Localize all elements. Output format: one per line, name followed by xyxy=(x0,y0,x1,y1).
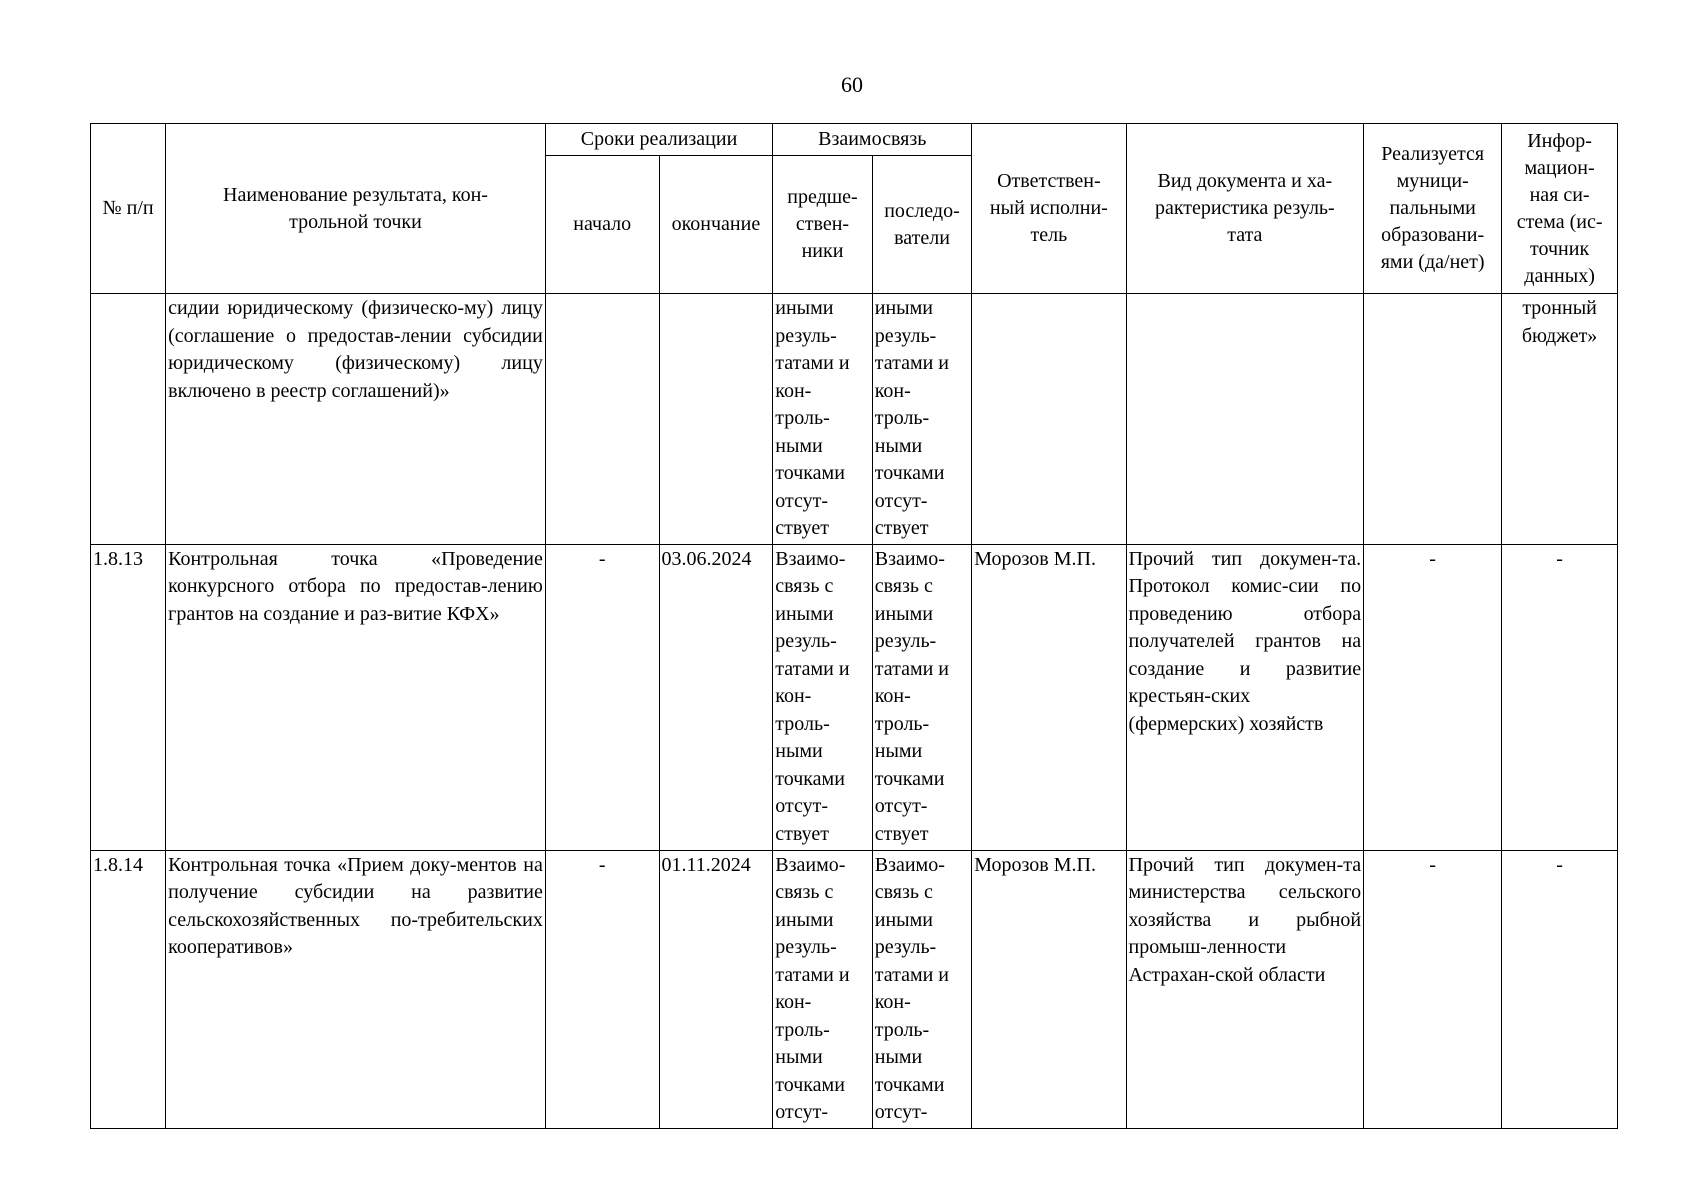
cell-next: Взаимо- связь с иными резуль- татами и кон- троль- ными точками отсут- ствует xyxy=(872,544,972,850)
cell-end: 03.06.2024 xyxy=(659,544,773,850)
cell-start: - xyxy=(545,544,659,850)
cell-info-system: тронный бюджет» xyxy=(1502,294,1618,545)
cell-responsible: Морозов М.П. xyxy=(972,544,1126,850)
cell-num: 1.8.14 xyxy=(91,850,166,1128)
cell-end xyxy=(659,294,773,545)
cell-municipal: - xyxy=(1364,850,1502,1128)
table-row xyxy=(91,294,1618,545)
cell-next: Взаимо- связь с иными резуль- татами и кон- троль- ными точками отсут- xyxy=(872,850,972,1128)
header-doc-type: Вид документа и ха- рактеристика резуль- тата xyxy=(1126,124,1364,294)
header-start: начало xyxy=(545,156,659,294)
cell-start: - xyxy=(545,850,659,1128)
header-end: окончание xyxy=(659,156,773,294)
cell-num xyxy=(91,294,166,545)
cell-name: Контрольная точка «Прием доку-ментов на получение субсидии на развитие сельскохозяйственных по-требительских кооперативов» xyxy=(166,850,546,1128)
cell-prev: иными резуль- татами и кон- троль- ными точками отсут- ствует xyxy=(773,294,872,545)
cell-municipal: - xyxy=(1364,544,1502,850)
cell-responsible xyxy=(972,294,1126,545)
cell-doc-type xyxy=(1126,294,1364,545)
cell-next: иными резуль- татами и кон- троль- ными точками отсут- ствует xyxy=(872,294,972,545)
cell-end: 01.11.2024 xyxy=(659,850,773,1128)
cell-info-system: - xyxy=(1502,544,1618,850)
header-terms: Сроки реализации xyxy=(545,124,772,156)
cell-num: 1.8.13 xyxy=(91,544,166,850)
control-points-table xyxy=(90,123,1618,1129)
cell-name: сидии юридическому (физическо-му) лицу (соглашение о предостав-лении субсидии юридическому (физическому) лицу включено в реестр соглашений)» xyxy=(166,294,546,545)
cell-prev: Взаимо- связь с иными резуль- татами и кон- троль- ными точками отсут- xyxy=(773,850,872,1128)
cell-info-system: - xyxy=(1502,850,1618,1128)
header-next: последо- ватели xyxy=(872,156,972,294)
cell-municipal xyxy=(1364,294,1502,545)
table-header xyxy=(91,124,1618,294)
header-info-system: Инфор- мацион- ная си- стема (ис- точник данных) xyxy=(1502,124,1618,294)
header-name: Наименование результата, кон- трольной точки xyxy=(166,124,546,294)
header-link: Взаимосвязь xyxy=(773,124,972,156)
cell-doc-type: Прочий тип докумен-та министерства сельского хозяйства и рыбной промыш-ленности Астрахан-ской области xyxy=(1126,850,1364,1128)
header-prev: предше- ствен- ники xyxy=(773,156,872,294)
page-number: 60 xyxy=(841,72,863,97)
table-row xyxy=(91,850,1618,1128)
cell-responsible: Морозов М.П. xyxy=(972,850,1126,1128)
cell-start xyxy=(545,294,659,545)
header-responsible: Ответствен- ный исполни- тель xyxy=(972,124,1126,294)
header-municipal: Реализуется муници- пальными образовани- ями (да/нет) xyxy=(1364,124,1502,294)
cell-name: Контрольная точка «Проведение конкурсного отбора по предостав-лению грантов на создание и раз-витие КФХ» xyxy=(166,544,546,850)
header-num: № п/п xyxy=(91,124,166,294)
cell-doc-type: Прочий тип докумен-та. Протокол комис-сии по проведению отбора получателей грантов на создание и развитие крестьян-ских (фермерских) хозяйств xyxy=(1126,544,1364,850)
cell-prev: Взаимо- связь с иными резуль- татами и кон- троль- ными точками отсут- ствует xyxy=(773,544,872,850)
table-row xyxy=(91,544,1618,850)
